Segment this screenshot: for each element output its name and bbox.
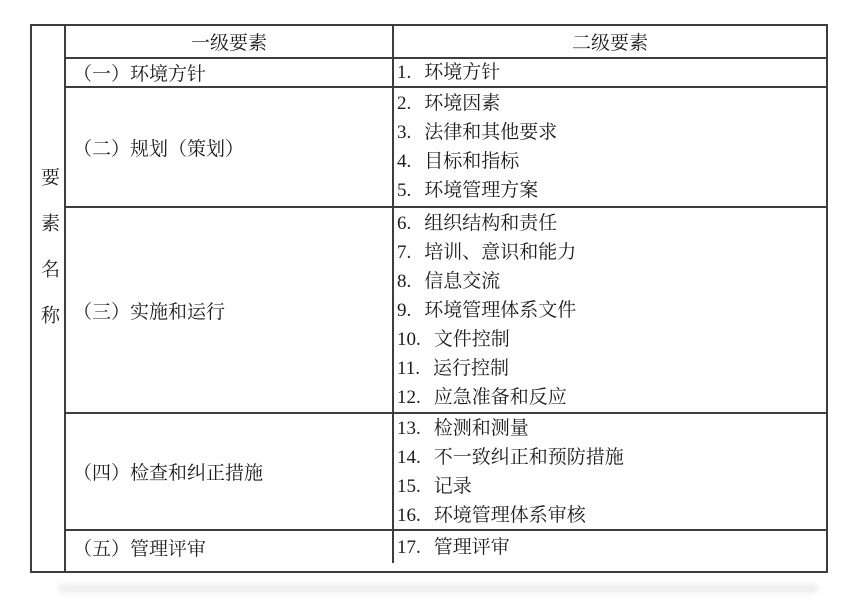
level2-item bbox=[397, 472, 826, 501]
item-number: 2. bbox=[397, 93, 412, 114]
level2-item bbox=[397, 267, 826, 296]
level2-item bbox=[397, 443, 826, 472]
item-number: 15. bbox=[397, 475, 421, 497]
table-row bbox=[66, 412, 826, 529]
table-row bbox=[66, 206, 826, 412]
item-text: 目标和指标 bbox=[424, 151, 520, 172]
item-number: 6. bbox=[397, 212, 412, 234]
row-header-vertical-label: 要素名称 bbox=[38, 166, 59, 351]
column-header-level1: 一级要素 bbox=[190, 33, 267, 54]
level2-item bbox=[397, 533, 826, 562]
item-text: 不一致纠正和预防措施 bbox=[433, 446, 624, 468]
level1-cell: （五）管理评审 bbox=[73, 538, 207, 560]
level2-item bbox=[397, 89, 826, 118]
level1-cell: （四）检查和纠正措施 bbox=[73, 463, 264, 484]
level1-cell: （三）实施和运行 bbox=[73, 301, 226, 323]
level2-cell bbox=[392, 208, 826, 412]
item-text: 环境管理方案 bbox=[424, 180, 539, 201]
level2-cell bbox=[392, 531, 826, 563]
item-text: 应急准备和反应 bbox=[433, 386, 567, 408]
level2-item bbox=[397, 176, 826, 205]
item-text: 法律和其他要求 bbox=[424, 122, 558, 143]
level2-item bbox=[397, 238, 826, 267]
level2-item bbox=[397, 58, 826, 87]
level2-item bbox=[397, 325, 826, 354]
level2-item bbox=[397, 414, 826, 443]
level2-item bbox=[397, 383, 826, 412]
level2-item bbox=[397, 209, 826, 238]
level1-cell: （一）环境方针 bbox=[73, 64, 207, 85]
item-number: 5. bbox=[397, 180, 412, 201]
table-row bbox=[66, 86, 826, 206]
level2-cell bbox=[392, 59, 826, 86]
item-number: 9. bbox=[397, 299, 412, 321]
item-number: 3. bbox=[397, 122, 412, 143]
table-row bbox=[66, 529, 826, 563]
item-text: 记录 bbox=[433, 475, 472, 497]
level1-cell: （二）规划（策划） bbox=[73, 138, 245, 160]
header-row bbox=[66, 26, 826, 57]
item-text: 环境管理体系审核 bbox=[433, 504, 586, 526]
row-header-cell bbox=[32, 26, 66, 571]
item-text: 信息交流 bbox=[424, 270, 501, 292]
item-number: 7. bbox=[397, 241, 412, 263]
level2-item bbox=[397, 296, 826, 325]
column-header-level2: 二级要素 bbox=[392, 26, 826, 57]
item-text: 组织结构和责任 bbox=[424, 212, 558, 234]
item-number: 8. bbox=[397, 270, 412, 292]
item-text: 环境管理体系文件 bbox=[424, 299, 577, 321]
item-text: 检测和测量 bbox=[433, 417, 529, 439]
level2-cell bbox=[392, 414, 826, 529]
level2-cell bbox=[392, 88, 826, 206]
item-number: 1. bbox=[397, 62, 412, 83]
item-text: 文件控制 bbox=[433, 328, 510, 350]
item-text: 环境方针 bbox=[424, 62, 501, 83]
item-number: 14. bbox=[397, 446, 421, 468]
item-number: 12. bbox=[397, 386, 421, 408]
item-text: 运行控制 bbox=[433, 357, 510, 379]
level2-item bbox=[397, 118, 826, 147]
level2-item bbox=[397, 147, 826, 176]
item-text: 环境因素 bbox=[424, 93, 501, 114]
level2-item bbox=[397, 354, 826, 383]
item-number: 10. bbox=[397, 328, 421, 350]
ems-elements-table bbox=[30, 24, 828, 573]
table-row bbox=[66, 57, 826, 86]
item-number: 11. bbox=[397, 357, 421, 379]
item-text: 管理评审 bbox=[433, 536, 510, 558]
item-number: 13. bbox=[397, 417, 421, 439]
table-grid bbox=[66, 26, 826, 571]
level2-item bbox=[397, 501, 826, 530]
item-text: 培训、意识和能力 bbox=[424, 241, 577, 263]
item-number: 16. bbox=[397, 504, 421, 526]
scan-shadow-artifact bbox=[58, 584, 818, 593]
item-number: 4. bbox=[397, 151, 412, 172]
item-number: 17. bbox=[397, 536, 421, 558]
